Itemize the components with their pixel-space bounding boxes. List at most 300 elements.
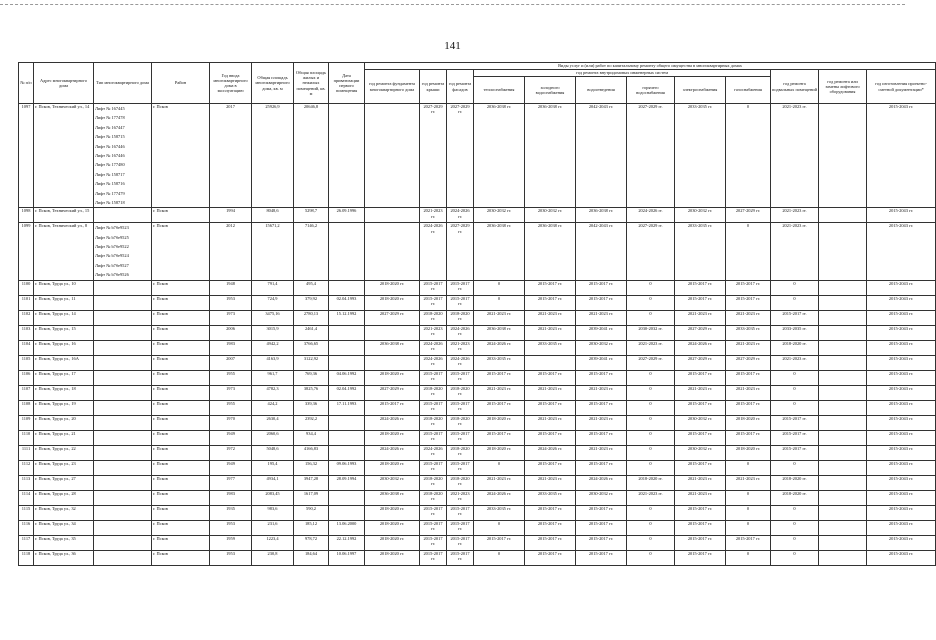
cell-sewer: 2015-2017 гг.: [576, 280, 627, 295]
table-row: [19, 415, 936, 430]
cell-roof: 2015-2017 гг.: [420, 280, 447, 295]
cell-facade: 2024-2026 гг.: [447, 325, 474, 340]
cell-energy: 2015-2043 гг.: [867, 310, 936, 325]
cell-privatization: [329, 355, 365, 370]
cell-num: 1103: [19, 325, 34, 340]
cell-heat: 2036-2038 гг.: [474, 325, 525, 340]
cell-facade: 2024-2026 гг.: [447, 208, 474, 223]
cell-cold-water: 2015-2017 гг.: [525, 535, 576, 550]
header-num: № п/п: [19, 63, 34, 104]
cell-year: 1959: [210, 535, 252, 550]
cell-energy: 2015-2043 гг.: [867, 550, 936, 565]
elevator-id: [95, 311, 150, 320]
cell-address: г. Псков, Труда ул., 10: [34, 280, 94, 295]
cell-district: г. Псков: [152, 223, 210, 280]
cell-total-area: 4934,1: [252, 475, 294, 490]
cell-sewer: 2015-2017 гг.: [576, 430, 627, 445]
cell-district: г. Псков: [152, 445, 210, 460]
cell-basement: 2015-2017 гг.: [771, 430, 819, 445]
cell-heat: 2015-2017 гг.: [474, 430, 525, 445]
cell-elevator: [819, 415, 867, 430]
table-row: [19, 310, 936, 325]
cell-roof: 2024-2026 гг.: [420, 223, 447, 280]
cell-sewer: 2024-2026 гг.: [576, 475, 627, 490]
cell-type: [94, 550, 152, 565]
cell-address: г. Псков, Труда ул., 36: [34, 550, 94, 565]
cell-basement: 0: [771, 295, 819, 310]
cell-sewer: 2039-2041 гг.: [576, 325, 627, 340]
cell-basement: 2015-2017 гг.: [771, 445, 819, 460]
cell-electric: 2024-2026 гг.: [675, 340, 726, 355]
cell-total-area: 983,6: [252, 505, 294, 520]
elevator-id: Лифт № 158718: [95, 199, 125, 205]
cell-energy: 2015-2043 гг.: [867, 104, 936, 208]
cell-basement: 2018-2020 гг.: [771, 475, 819, 490]
cell-total-area: 424,2: [252, 400, 294, 415]
cell-district: г. Псков: [152, 505, 210, 520]
cell-address: г. Псков, Труда ул., 23: [34, 460, 94, 475]
cell-total-area: 791,4: [252, 280, 294, 295]
cell-cold-water: 2030-2032 гг.: [525, 208, 576, 223]
cell-living-area: 7146,2: [294, 223, 329, 280]
cell-elevator: [819, 340, 867, 355]
cell-cold-water: 2036-2038 гг.: [525, 223, 576, 280]
cell-foundation: 2018-2020 гг.: [365, 550, 420, 565]
header-gas: газоснабжения: [726, 77, 771, 104]
elevator-id: Лифт № 158717: [95, 171, 125, 177]
cell-energy: 2015-2043 гг.: [867, 355, 936, 370]
table-row: [19, 460, 936, 475]
cell-hot-water: 0: [627, 310, 675, 325]
cell-total-area: 230,8: [252, 550, 294, 565]
cell-num: 1116: [19, 520, 34, 535]
elevator-id: Лифт № b7бе9527: [95, 262, 129, 268]
cell-foundation: [365, 355, 420, 370]
page-top-edge: [0, 4, 905, 5]
cell-cold-water: 2015-2017 гг.: [525, 280, 576, 295]
cell-roof: 2018-2020 гг.: [420, 415, 447, 430]
elevator-id: [95, 401, 150, 410]
cell-hot-water: 2021-2023 гг.: [627, 340, 675, 355]
cell-num: 1113: [19, 475, 34, 490]
cell-electric: 2021-2023 гг.: [675, 475, 726, 490]
elevator-id: Лифт № 177480: [95, 162, 125, 168]
elevator-id: [95, 476, 150, 485]
cell-year: 1953: [210, 520, 252, 535]
cell-basement: 0: [771, 385, 819, 400]
cell-heat: 2024-2026 гг.: [474, 490, 525, 505]
cell-sewer: 2021-2023 гг.: [576, 415, 627, 430]
cell-electric: 2015-2017 гг.: [675, 505, 726, 520]
elevator-id: [95, 536, 150, 545]
cell-heat: 2033-2035 гг.: [474, 355, 525, 370]
elevator-id: Лифт № b7бе9522: [95, 244, 129, 250]
cell-heat: 2036-2038 гг.: [474, 223, 525, 280]
elevator-id: Лифт № 177478: [95, 115, 125, 121]
cell-gas: 0: [726, 550, 771, 565]
cell-elevator: [819, 400, 867, 415]
cell-electric: 2015-2017 гг.: [675, 370, 726, 385]
cell-foundation: [365, 208, 420, 223]
cell-num: 1101: [19, 295, 34, 310]
cell-electric: 2015-2017 гг.: [675, 535, 726, 550]
cell-basement: 2021-2023 гг.: [771, 208, 819, 223]
cell-cold-water: 2015-2017 гг.: [525, 370, 576, 385]
cell-gas: 0: [726, 104, 771, 208]
cell-facade: 2018-2020 гг.: [447, 415, 474, 430]
cell-electric: 2015-2017 гг.: [675, 460, 726, 475]
cell-energy: 2015-2043 гг.: [867, 280, 936, 295]
cell-sewer: 2015-2017 гг.: [576, 505, 627, 520]
cell-num: 1102: [19, 310, 34, 325]
cell-district: г. Псков: [152, 475, 210, 490]
cell-heat: 2021-2023 гг.: [474, 475, 525, 490]
cell-year: 1935: [210, 505, 252, 520]
cell-privatization: 13.06.2000: [329, 520, 365, 535]
cell-cold-water: 2036-2038 гг.: [525, 104, 576, 208]
cell-hot-water: 2027-2029 гг.: [627, 104, 675, 208]
cell-living-area: 339,36: [294, 400, 329, 415]
cell-energy: 2015-2043 гг.: [867, 535, 936, 550]
cell-gas: 2018-2020 гг.: [726, 445, 771, 460]
cell-address: г. Псков, Технический ул., 14: [34, 104, 94, 208]
cell-foundation: [365, 325, 420, 340]
cell-electric: 2027-2029 гг.: [675, 355, 726, 370]
cell-basement: 2021-2023 гг.: [771, 223, 819, 280]
cell-sewer: 2015-2017 гг.: [576, 400, 627, 415]
cell-district: г. Псков: [152, 325, 210, 340]
table-row: [19, 385, 936, 400]
cell-district: г. Псков: [152, 415, 210, 430]
cell-facade: 2015-2017 гг.: [447, 460, 474, 475]
cell-roof: 2024-2026 гг.: [420, 340, 447, 355]
cell-privatization: [329, 280, 365, 295]
table-row: [19, 104, 936, 208]
cell-living-area: 3122,92: [294, 355, 329, 370]
cell-hot-water: 2030-2032 гг.: [627, 325, 675, 340]
elevator-id: [95, 208, 150, 217]
cell-energy: 2015-2043 гг.: [867, 325, 936, 340]
header-elevator: год ремонта или замены лифтового оборудования: [819, 70, 867, 104]
cell-sewer: 2021-2023 гг.: [576, 445, 627, 460]
cell-hot-water: 0: [627, 535, 675, 550]
cell-year: 1973: [210, 310, 252, 325]
cell-privatization: 04.06.1992: [329, 370, 365, 385]
cell-district: г. Псков: [152, 550, 210, 565]
cell-district: г. Псков: [152, 400, 210, 415]
elevator-id: Лифт № b7бе9526: [95, 272, 129, 278]
cell-facade: 2018-2020 гг.: [447, 310, 474, 325]
cell-cold-water: 2015-2017 гг.: [525, 550, 576, 565]
cell-basement: 0: [771, 550, 819, 565]
cell-facade: 2015-2017 гг.: [447, 520, 474, 535]
cell-roof: 2018-2020 гг.: [420, 385, 447, 400]
cell-year: 2007: [210, 355, 252, 370]
cell-electric: 2015-2017 гг.: [675, 520, 726, 535]
cell-electric: 2027-2029 гг.: [675, 325, 726, 340]
cell-basement: 0: [771, 520, 819, 535]
cell-elevator: [819, 445, 867, 460]
cell-heat: 2024-2026 гг.: [474, 340, 525, 355]
cell-sewer: 2015-2017 гг.: [576, 520, 627, 535]
cell-cold-water: 2033-2035 гг.: [525, 490, 576, 505]
cell-address: г. Псков, Труда ул., 15: [34, 325, 94, 340]
cell-elevator: [819, 520, 867, 535]
table-row: [19, 280, 936, 295]
cell-privatization: [329, 505, 365, 520]
cell-privatization: 15.12.1992: [329, 310, 365, 325]
cell-privatization: 22.12.1992: [329, 535, 365, 550]
cell-facade: 2018-2020 гг.: [447, 475, 474, 490]
elevator-id: [95, 296, 150, 305]
cell-type: [94, 535, 152, 550]
header-district: Район: [152, 63, 210, 104]
cell-foundation: 2018-2020 гг.: [365, 505, 420, 520]
cell-type: [94, 340, 152, 355]
cell-heat: 0: [474, 295, 525, 310]
cell-type: [94, 475, 152, 490]
cell-year: 1983: [210, 490, 252, 505]
cell-energy: 2015-2043 гг.: [867, 415, 936, 430]
cell-electric: 2015-2017 гг.: [675, 400, 726, 415]
cell-year: 1955: [210, 370, 252, 385]
elevator-id: [95, 506, 150, 515]
cell-total-area: 8048,6: [252, 208, 294, 223]
cell-cold-water: 2021-2023 гг.: [525, 310, 576, 325]
cell-address: г. Псков, Труда ул., 19: [34, 400, 94, 415]
cell-num: 1108: [19, 400, 34, 415]
header-roof: год ремонта крыши: [420, 70, 447, 104]
cell-total-area: 4163,9: [252, 355, 294, 370]
cell-facade: 2015-2017 гг.: [447, 430, 474, 445]
cell-gas: 0: [726, 460, 771, 475]
cell-privatization: [329, 104, 365, 208]
cell-elevator: [819, 295, 867, 310]
cell-roof: 2015-2017 гг.: [420, 370, 447, 385]
cell-elevator: [819, 370, 867, 385]
cell-hot-water: 0: [627, 280, 675, 295]
header-privatization: Дата приватизации первого помещения: [329, 63, 365, 104]
cell-electric: 2033-2035 гг.: [675, 104, 726, 208]
cell-type: [94, 490, 152, 505]
cell-privatization: 10.06.1997: [329, 550, 365, 565]
cell-type: [94, 208, 152, 223]
elevator-id: [95, 461, 150, 470]
cell-gas: 2021-2023 гг.: [726, 310, 771, 325]
cell-facade: 2021-2023 гг.: [447, 490, 474, 505]
cell-hot-water: 0: [627, 370, 675, 385]
cell-sewer: 2036-2038 гг.: [576, 208, 627, 223]
cell-type: [94, 460, 152, 475]
cell-heat: 0: [474, 280, 525, 295]
cell-num: 1112: [19, 460, 34, 475]
cell-electric: 2030-2032 гг.: [675, 415, 726, 430]
cell-foundation: 2018-2020 гг.: [365, 370, 420, 385]
cell-elevator: [819, 104, 867, 208]
cell-hot-water: 0: [627, 295, 675, 310]
cell-electric: 2015-2017 гг.: [675, 430, 726, 445]
cell-facade: 2024-2026 гг.: [447, 355, 474, 370]
elevator-id: Лифт № b7бе9523: [95, 225, 129, 231]
cell-elevator: [819, 280, 867, 295]
cell-living-area: 3947,28: [294, 475, 329, 490]
cell-total-area: 4782,3: [252, 385, 294, 400]
cell-district: г. Псков: [152, 310, 210, 325]
cell-elevator: [819, 535, 867, 550]
cell-foundation: 2027-2029 гг.: [365, 385, 420, 400]
cell-type: [94, 325, 152, 340]
cell-address: г. Псков, Труда ул., 27: [34, 475, 94, 490]
cell-year: 1949: [210, 460, 252, 475]
cell-cold-water: 2033-2035 гг.: [525, 340, 576, 355]
elevator-id: [95, 341, 150, 350]
cell-sewer: 2015-2017 гг.: [576, 370, 627, 385]
cell-hot-water: 0: [627, 415, 675, 430]
cell-total-area: 2060,6: [252, 430, 294, 445]
cell-basement: 0: [771, 460, 819, 475]
table-row: [19, 208, 936, 223]
cell-roof: 2015-2017 гг.: [420, 460, 447, 475]
cell-foundation: 2018-2020 гг.: [365, 460, 420, 475]
cell-elevator: [819, 460, 867, 475]
cell-hot-water: 2027-2029 гг.: [627, 355, 675, 370]
cell-energy: 2015-2043 гг.: [867, 223, 936, 280]
cell-cold-water: 2015-2017 гг.: [525, 400, 576, 415]
header-electric: электроснабжения: [675, 77, 726, 104]
cell-total-area: 195,4: [252, 460, 294, 475]
cell-heat: 2015-2017 гг.: [474, 400, 525, 415]
cell-basement: 0: [771, 280, 819, 295]
cell-hot-water: 2027-2029 гг.: [627, 223, 675, 280]
cell-living-area: 769,36: [294, 370, 329, 385]
cell-num: 1100: [19, 280, 34, 295]
elevator-id: Лифт № 167446: [95, 152, 125, 158]
header-cold-water: холодного водоснабжения: [525, 77, 576, 104]
cell-foundation: 2018-2020 гг.: [365, 520, 420, 535]
cell-living-area: 2780,13: [294, 310, 329, 325]
cell-sewer: 2015-2017 гг.: [576, 535, 627, 550]
cell-roof: 2015-2017 гг.: [420, 520, 447, 535]
cell-privatization: [329, 490, 365, 505]
cell-roof: 2015-2017 гг.: [420, 295, 447, 310]
cell-living-area: 934,4: [294, 430, 329, 445]
cell-privatization: 09.06.1993: [329, 460, 365, 475]
cell-roof: 2015-2017 гг.: [420, 535, 447, 550]
cell-gas: 2021-2023 гг.: [726, 340, 771, 355]
cell-facade: 2015-2017 гг.: [447, 550, 474, 565]
cell-district: г. Псков: [152, 535, 210, 550]
table-row: [19, 475, 936, 490]
cell-sewer: 2042-2043 гг.: [576, 223, 627, 280]
cell-cold-water: 2024-2026 гг.: [525, 445, 576, 460]
cell-sewer: 2015-2017 гг.: [576, 295, 627, 310]
cell-district: г. Псков: [152, 104, 210, 208]
cell-roof: 2015-2017 гг.: [420, 430, 447, 445]
cell-roof: 2021-2023 гг.: [420, 325, 447, 340]
cell-gas: 2027-2029 гг.: [726, 208, 771, 223]
cell-electric: 2021-2023 гг.: [675, 490, 726, 505]
cell-basement: 0: [771, 370, 819, 385]
cell-total-area: 1223,4: [252, 535, 294, 550]
table-row: [19, 340, 936, 355]
elevator-id: Лифт № 158716: [95, 181, 125, 187]
cell-total-area: 3015,9: [252, 325, 294, 340]
table-row: [19, 295, 936, 310]
cell-hot-water: 2021-2023 гг.: [627, 490, 675, 505]
cell-privatization: 28.09.1994: [329, 475, 365, 490]
cell-foundation: 2030-2032 гг.: [365, 475, 420, 490]
cell-hot-water: 0: [627, 400, 675, 415]
cell-sewer: 2021-2023 гг.: [576, 385, 627, 400]
cell-district: г. Псков: [152, 385, 210, 400]
cell-facade: 2015-2017 гг.: [447, 280, 474, 295]
elevator-id: [95, 281, 150, 290]
cell-privatization: [329, 340, 365, 355]
cell-num: 1111: [19, 445, 34, 460]
capital-repair-table: [18, 62, 936, 566]
cell-district: г. Псков: [152, 355, 210, 370]
cell-roof: 2015-2017 гг.: [420, 505, 447, 520]
cell-gas: 2015-2017 гг.: [726, 430, 771, 445]
elevator-id: [95, 371, 150, 380]
cell-foundation: 2018-2020 гг.: [365, 295, 420, 310]
cell-cold-water: 2015-2017 гг.: [525, 460, 576, 475]
cell-energy: 2015-2043 гг.: [867, 445, 936, 460]
cell-basement: 2033-2035 гг.: [771, 325, 819, 340]
cell-num: 1115: [19, 505, 34, 520]
cell-hot-water: 0: [627, 520, 675, 535]
table-row: [19, 325, 936, 340]
cell-total-area: 2083,45: [252, 490, 294, 505]
cell-num: 1104: [19, 340, 34, 355]
elevator-id: [95, 551, 150, 560]
cell-heat: 2036-2038 гг.: [474, 104, 525, 208]
elevator-id: Лифт № b7бе9525: [95, 234, 129, 240]
cell-num: 1097: [19, 104, 34, 208]
cell-basement: 2018-2020 гг.: [771, 340, 819, 355]
cell-roof: 2024-2026 гг.: [420, 355, 447, 370]
cell-facade: 2015-2017 гг.: [447, 295, 474, 310]
cell-cold-water: 2021-2023 гг.: [525, 475, 576, 490]
cell-basement: 2018-2020 гг.: [771, 490, 819, 505]
cell-foundation: [365, 223, 420, 280]
cell-heat: 2015-2017 гг.: [474, 370, 525, 385]
cell-gas: 2018-2020 гг.: [726, 415, 771, 430]
cell-num: 1109: [19, 415, 34, 430]
cell-address: г. Псков, Труда ул., 18: [34, 385, 94, 400]
cell-electric: 2021-2023 гг.: [675, 310, 726, 325]
cell-hot-water: 0: [627, 460, 675, 475]
cell-elevator: [819, 208, 867, 223]
cell-hot-water: 0: [627, 505, 675, 520]
cell-year: 1973: [210, 385, 252, 400]
cell-elevator: [819, 475, 867, 490]
cell-foundation: 2036-2038 гг.: [365, 490, 420, 505]
cell-address: г. Псков, Труда ул., 22: [34, 445, 94, 460]
header-basement: год ремонта подвальных помещений: [771, 70, 819, 104]
cell-year: 1994: [210, 208, 252, 223]
cell-year: 2017: [210, 104, 252, 208]
cell-electric: 2030-2032 гг.: [675, 445, 726, 460]
cell-sewer: 2030-2032 гг.: [576, 340, 627, 355]
table-row: [19, 430, 936, 445]
cell-facade: 2021-2023 гг.: [447, 340, 474, 355]
elevator-id: Лифт № 167445: [95, 106, 125, 111]
cell-hot-water: 0: [627, 430, 675, 445]
cell-district: г. Псков: [152, 280, 210, 295]
cell-total-area: 3475,16: [252, 310, 294, 325]
cell-year: 1953: [210, 295, 252, 310]
